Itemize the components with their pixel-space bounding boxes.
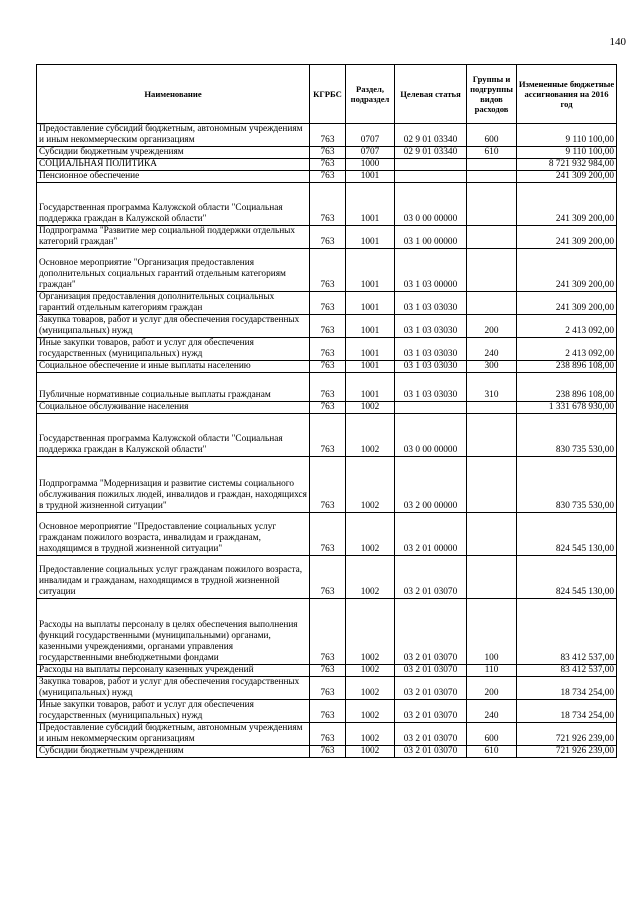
row-section: 1002 (346, 746, 395, 758)
row-name: Иные закупки товаров, работ и услуг для обеспечения государственных (муниципальных) нужд (37, 338, 310, 361)
row-amount: 2 413 092,00 (517, 338, 617, 361)
row-name: Предоставление субсидий бюджетным, автономным учреждениям и иным некоммерческим организациям (37, 723, 310, 746)
row-name: Закупка товаров, работ и услуг для обеспечения государственных (муниципальных) нужд (37, 677, 310, 700)
row-kgrbs: 763 (310, 315, 346, 338)
page-number: 140 (609, 36, 626, 48)
row-amount: 241 309 200,00 (517, 171, 617, 183)
row-amount: 18 734 254,00 (517, 677, 617, 700)
row-amount: 241 309 200,00 (517, 249, 617, 292)
row-name: Публичные нормативные социальные выплаты гражданам (37, 373, 310, 402)
row-name: Социальное обслуживание населения (37, 402, 310, 414)
row-target: 02 9 01 03340 (395, 147, 467, 159)
row-kgrbs: 763 (310, 700, 346, 723)
row-amount: 2 413 092,00 (517, 315, 617, 338)
row-kgrbs: 763 (310, 183, 346, 226)
row-target: 03 2 01 03070 (395, 746, 467, 758)
row-amount: 824 545 130,00 (517, 556, 617, 599)
row-amount: 721 926 239,00 (517, 746, 617, 758)
row-kgrbs: 763 (310, 677, 346, 700)
row-amount: 238 896 108,00 (517, 361, 617, 373)
budget-table (36, 64, 617, 758)
row-section: 1002 (346, 665, 395, 677)
row-target: 03 2 01 03070 (395, 723, 467, 746)
table-row (37, 402, 617, 414)
row-section: 1000 (346, 159, 395, 171)
row-group: 100 (467, 599, 517, 665)
table-row (37, 677, 617, 700)
row-target: 03 2 01 00000 (395, 513, 467, 556)
table-row (37, 159, 617, 171)
row-kgrbs: 763 (310, 159, 346, 171)
row-group: 610 (467, 147, 517, 159)
row-target: 03 1 00 00000 (395, 226, 467, 249)
row-kgrbs: 763 (310, 665, 346, 677)
row-section: 1002 (346, 677, 395, 700)
row-kgrbs: 763 (310, 373, 346, 402)
header-groups: Группы и подгруппы видов расходов (467, 65, 517, 124)
row-name: Организация предоставления дополнительных социальных гарантий отдельным категориям граждан (37, 292, 310, 315)
row-group (467, 556, 517, 599)
row-kgrbs: 763 (310, 414, 346, 457)
row-amount: 18 734 254,00 (517, 700, 617, 723)
row-kgrbs: 763 (310, 723, 346, 746)
row-kgrbs: 763 (310, 338, 346, 361)
row-section: 1001 (346, 183, 395, 226)
row-group: 310 (467, 373, 517, 402)
row-group: 110 (467, 665, 517, 677)
row-amount: 1 331 678 930,00 (517, 402, 617, 414)
row-amount: 721 926 239,00 (517, 723, 617, 746)
row-section: 0707 (346, 147, 395, 159)
row-section: 1002 (346, 402, 395, 414)
row-name: Закупка товаров, работ и услуг для обеспечения государственных (муниципальных) нужд (37, 315, 310, 338)
row-section: 1002 (346, 599, 395, 665)
row-section: 1001 (346, 373, 395, 402)
row-name: Субсидии бюджетным учреждениям (37, 147, 310, 159)
row-amount: 9 110 100,00 (517, 147, 617, 159)
row-group: 200 (467, 315, 517, 338)
table-row (37, 599, 617, 665)
row-section: 1001 (346, 315, 395, 338)
row-section: 1001 (346, 292, 395, 315)
table-row (37, 292, 617, 315)
table-row (37, 556, 617, 599)
row-target: 03 2 01 03070 (395, 700, 467, 723)
header-target: Целевая статья (395, 65, 467, 124)
row-group: 240 (467, 700, 517, 723)
row-kgrbs: 763 (310, 402, 346, 414)
row-target: 03 1 03 03030 (395, 338, 467, 361)
row-kgrbs: 763 (310, 171, 346, 183)
row-target: 03 2 01 03070 (395, 677, 467, 700)
row-amount: 83 412 537,00 (517, 665, 617, 677)
row-name: Основное мероприятие "Предоставление социальных услуг гражданам пожилого возраста, инвалидам и гражданам, находящимся в трудной жизненной ситуации" (37, 513, 310, 556)
row-amount: 8 721 932 984,00 (517, 159, 617, 171)
table-row (37, 700, 617, 723)
row-section: 0707 (346, 124, 395, 147)
row-target: 02 9 01 03340 (395, 124, 467, 147)
row-section: 1001 (346, 249, 395, 292)
row-group: 610 (467, 746, 517, 758)
table-row (37, 361, 617, 373)
header-amount: Измененные бюджетные ассигнования на 2016 год (517, 65, 617, 124)
row-target (395, 402, 467, 414)
row-name: Государственная программа Калужской области "Социальная поддержка граждан в Калужской области" (37, 183, 310, 226)
row-target (395, 171, 467, 183)
row-target: 03 2 01 03070 (395, 556, 467, 599)
row-name: Подпрограмма "Модернизация и развитие системы социального обслуживания пожилых людей, инвалидов и граждан, находящихся в трудной жизненной ситуации" (37, 457, 310, 513)
table-row (37, 723, 617, 746)
header-section: Раздел, подраздел (346, 65, 395, 124)
row-group (467, 414, 517, 457)
table-row (37, 226, 617, 249)
row-name: Основное мероприятие "Организация предоставления дополнительных социальных гарантий отдельным категориям граждан" (37, 249, 310, 292)
row-target: 03 2 01 03070 (395, 665, 467, 677)
row-amount: 830 735 530,00 (517, 457, 617, 513)
row-target: 03 0 00 00000 (395, 414, 467, 457)
table-row (37, 665, 617, 677)
row-kgrbs: 763 (310, 457, 346, 513)
table-row (37, 338, 617, 361)
row-section: 1002 (346, 414, 395, 457)
table-row (37, 147, 617, 159)
row-amount: 241 309 200,00 (517, 183, 617, 226)
table-row (37, 373, 617, 402)
row-kgrbs: 763 (310, 361, 346, 373)
row-target: 03 2 01 03070 (395, 599, 467, 665)
row-target: 03 1 03 00000 (395, 249, 467, 292)
table-row (37, 513, 617, 556)
row-kgrbs: 763 (310, 556, 346, 599)
row-group (467, 226, 517, 249)
row-amount: 830 735 530,00 (517, 414, 617, 457)
row-amount: 83 412 537,00 (517, 599, 617, 665)
row-name: Подпрограмма "Развитие мер социальной поддержки отдельных категорий граждан" (37, 226, 310, 249)
row-name: Предоставление субсидий бюджетным, автономным учреждениям и иным некоммерческим организациям (37, 124, 310, 147)
row-section: 1002 (346, 723, 395, 746)
row-kgrbs: 763 (310, 226, 346, 249)
header-name: Наименование (37, 65, 310, 124)
row-section: 1002 (346, 700, 395, 723)
row-group: 600 (467, 723, 517, 746)
row-group (467, 457, 517, 513)
table-row (37, 124, 617, 147)
row-section: 1001 (346, 361, 395, 373)
row-kgrbs: 763 (310, 599, 346, 665)
row-name: Расходы на выплаты персоналу казенных учреждений (37, 665, 310, 677)
row-amount: 9 110 100,00 (517, 124, 617, 147)
table-row (37, 249, 617, 292)
row-section: 1002 (346, 556, 395, 599)
row-group (467, 183, 517, 226)
row-group: 240 (467, 338, 517, 361)
row-name: Предоставление социальных услуг гражданам пожилого возраста, инвалидам и гражданам, находящимся в трудной жизненной ситуации (37, 556, 310, 599)
row-target: 03 1 03 03030 (395, 373, 467, 402)
row-amount: 241 309 200,00 (517, 226, 617, 249)
row-kgrbs: 763 (310, 249, 346, 292)
row-section: 1002 (346, 513, 395, 556)
row-group: 300 (467, 361, 517, 373)
row-group (467, 513, 517, 556)
row-kgrbs: 763 (310, 124, 346, 147)
row-amount: 238 896 108,00 (517, 373, 617, 402)
row-amount: 241 309 200,00 (517, 292, 617, 315)
row-kgrbs: 763 (310, 513, 346, 556)
row-target: 03 1 03 03030 (395, 292, 467, 315)
row-name: Социальное обеспечение и иные выплаты населению (37, 361, 310, 373)
table-row (37, 315, 617, 338)
table-row (37, 183, 617, 226)
row-name: Государственная программа Калужской области "Социальная поддержка граждан в Калужской области" (37, 414, 310, 457)
table-row (37, 414, 617, 457)
row-target (395, 159, 467, 171)
table-row (37, 746, 617, 758)
row-section: 1001 (346, 226, 395, 249)
row-amount: 824 545 130,00 (517, 513, 617, 556)
row-section: 1002 (346, 457, 395, 513)
row-group (467, 159, 517, 171)
row-section: 1001 (346, 171, 395, 183)
row-target: 03 1 03 03030 (395, 361, 467, 373)
row-kgrbs: 763 (310, 147, 346, 159)
table-row (37, 457, 617, 513)
row-target: 03 1 03 03030 (395, 315, 467, 338)
row-target: 03 2 00 00000 (395, 457, 467, 513)
row-name: Пенсионное обеспечение (37, 171, 310, 183)
row-name: СОЦИАЛЬНАЯ ПОЛИТИКА (37, 159, 310, 171)
row-group: 600 (467, 124, 517, 147)
row-group (467, 171, 517, 183)
row-section: 1001 (346, 338, 395, 361)
row-group (467, 402, 517, 414)
table-body (37, 124, 617, 758)
row-group: 200 (467, 677, 517, 700)
row-group (467, 249, 517, 292)
row-name: Субсидии бюджетным учреждениям (37, 746, 310, 758)
row-kgrbs: 763 (310, 292, 346, 315)
row-group (467, 292, 517, 315)
row-name: Расходы на выплаты персоналу в целях обеспечения выполнения функций государственными (муниципальными) органами, казенными учреждениями, органами управления государственными внебюджетными фондами (37, 599, 310, 665)
table-row (37, 171, 617, 183)
row-kgrbs: 763 (310, 746, 346, 758)
row-target: 03 0 00 00000 (395, 183, 467, 226)
header-kgrbs: КГРБС (310, 65, 346, 124)
row-name: Иные закупки товаров, работ и услуг для обеспечения государственных (муниципальных) нужд (37, 700, 310, 723)
table-header-row (37, 65, 617, 124)
